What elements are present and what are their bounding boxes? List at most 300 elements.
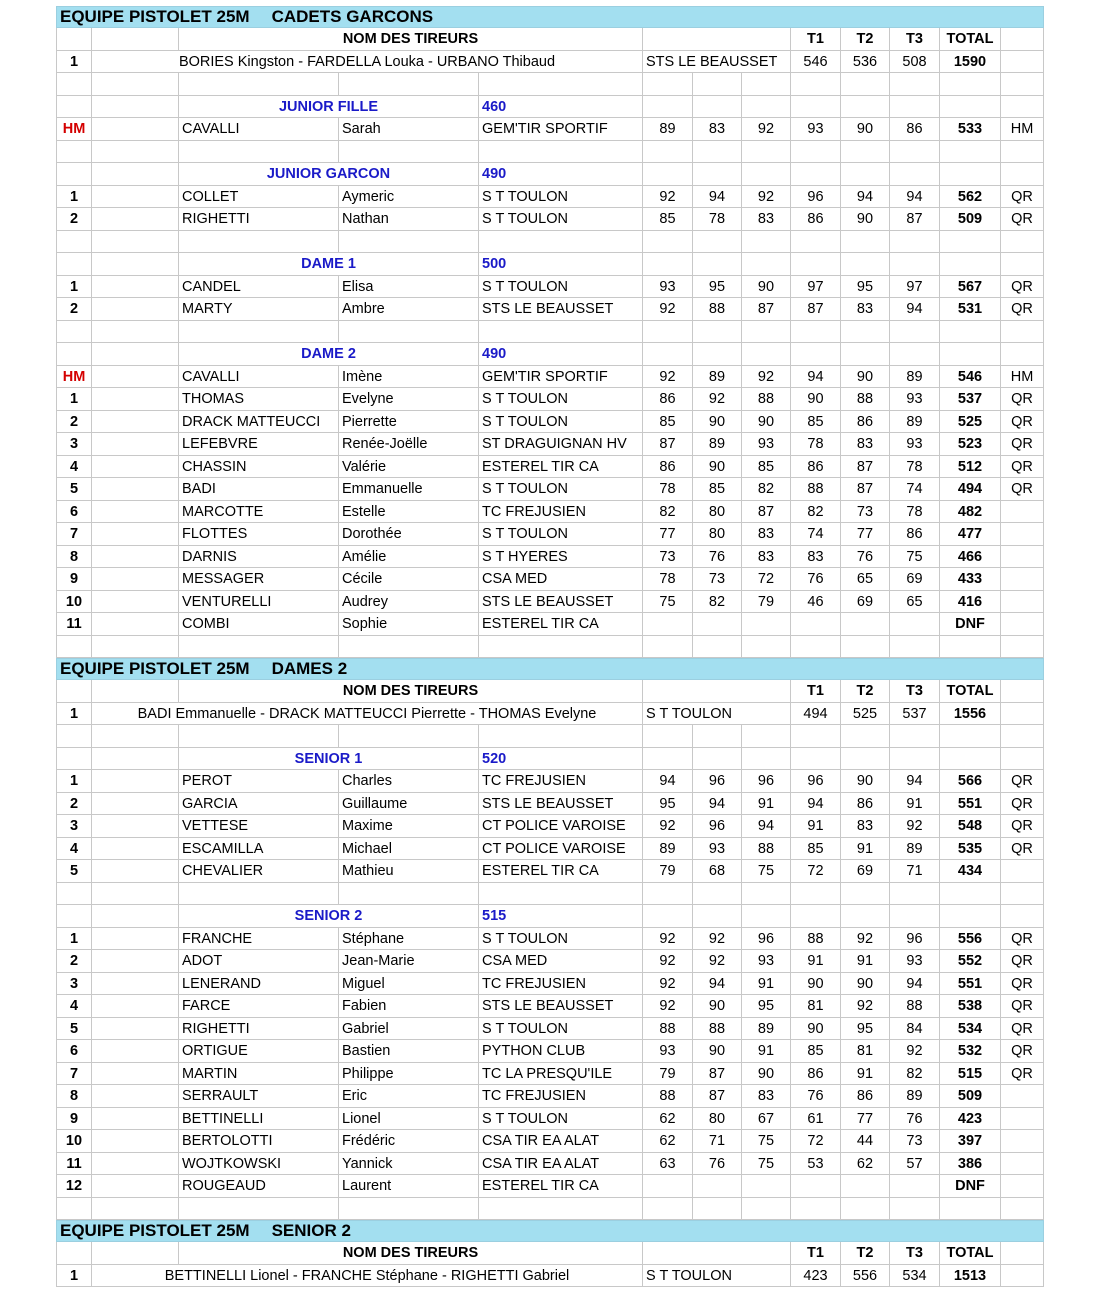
category-header-row — [56, 748, 1044, 771]
cell — [91, 141, 178, 163]
cell — [56, 163, 91, 185]
athlete-club: S T TOULON — [478, 276, 642, 298]
series-score-5: 91 — [840, 838, 889, 860]
series-score-5: 69 — [840, 860, 889, 882]
athlete-status — [1000, 1153, 1044, 1175]
category-header-row — [56, 253, 1044, 276]
cell — [56, 1198, 91, 1220]
cell — [1000, 96, 1044, 118]
athlete-total: 386 — [939, 1153, 1000, 1175]
series-score-3: 83 — [741, 546, 790, 568]
athlete-row — [56, 478, 1044, 501]
cell — [91, 815, 178, 837]
series-score-5: 83 — [840, 298, 889, 320]
cell — [939, 231, 1000, 253]
athlete-first-name: Maxime — [338, 815, 478, 837]
cell — [692, 141, 741, 163]
athlete-total: 538 — [939, 995, 1000, 1017]
cell — [741, 163, 790, 185]
series-score-2: 94 — [692, 973, 741, 995]
athlete-first-name: Stéphane — [338, 928, 478, 950]
t2-header: T2 — [840, 1242, 889, 1264]
athlete-first-name: Bastien — [338, 1040, 478, 1062]
athlete-last-name: MESSAGER — [178, 568, 338, 590]
series-score-4: 86 — [790, 1063, 840, 1085]
athlete-first-name: Audrey — [338, 591, 478, 613]
cell — [840, 96, 889, 118]
series-score-4: 96 — [790, 770, 840, 792]
athlete-last-name: CAVALLI — [178, 118, 338, 140]
team-t3: 508 — [889, 51, 939, 73]
cell — [889, 96, 939, 118]
series-score-3 — [741, 613, 790, 635]
cell — [1000, 680, 1044, 702]
series-score-3: 82 — [741, 478, 790, 500]
athlete-row — [56, 1175, 1044, 1198]
athlete-total: 477 — [939, 523, 1000, 545]
athlete-row — [56, 501, 1044, 524]
cell — [91, 208, 178, 230]
series-score-2: 80 — [692, 523, 741, 545]
cell — [91, 883, 178, 905]
series-score-5: 92 — [840, 928, 889, 950]
athlete-club: S T TOULON — [478, 388, 642, 410]
series-score-1: 93 — [642, 276, 692, 298]
cell — [642, 28, 790, 50]
series-score-3: 88 — [741, 838, 790, 860]
athlete-status: QR — [1000, 973, 1044, 995]
athlete-first-name: Cécile — [338, 568, 478, 590]
cell — [790, 141, 840, 163]
series-score-2: 93 — [692, 838, 741, 860]
cell — [1000, 343, 1044, 365]
athlete-rank: 10 — [56, 591, 91, 613]
athlete-total: 512 — [939, 456, 1000, 478]
cell — [889, 905, 939, 927]
cell — [91, 905, 178, 927]
athlete-row — [56, 568, 1044, 591]
athlete-total: 551 — [939, 793, 1000, 815]
athlete-club: STS LE BEAUSSET — [478, 793, 642, 815]
athlete-first-name: Charles — [338, 770, 478, 792]
series-score-5: 90 — [840, 118, 889, 140]
athlete-first-name: Renée-Joëlle — [338, 433, 478, 455]
athlete-club: TC LA PRESQU'ILE — [478, 1063, 642, 1085]
athlete-club: ESTEREL TIR CA — [478, 613, 642, 635]
cell — [91, 1175, 178, 1197]
series-score-2: 90 — [692, 411, 741, 433]
athlete-first-name: Michael — [338, 838, 478, 860]
series-score-6: 94 — [889, 186, 939, 208]
cell — [178, 636, 338, 658]
series-score-1: 79 — [642, 1063, 692, 1085]
series-score-5: 92 — [840, 995, 889, 1017]
athlete-rank: 2 — [56, 950, 91, 972]
spacer-row — [56, 73, 1044, 96]
athlete-status: QR — [1000, 950, 1044, 972]
category-name: SENIOR 2 — [178, 905, 478, 927]
athlete-rank: 1 — [56, 388, 91, 410]
athlete-first-name: Jean-Marie — [338, 950, 478, 972]
cell — [91, 321, 178, 343]
cell — [338, 321, 478, 343]
athlete-last-name: BADI — [178, 478, 338, 500]
series-score-4: 86 — [790, 456, 840, 478]
series-score-1: 92 — [642, 950, 692, 972]
athlete-row — [56, 1040, 1044, 1063]
athlete-rank: 1 — [56, 928, 91, 950]
athlete-club: S T TOULON — [478, 1018, 642, 1040]
athlete-first-name: Nathan — [338, 208, 478, 230]
athlete-rank: 2 — [56, 298, 91, 320]
athlete-rank: HM — [56, 366, 91, 388]
cell — [1000, 141, 1044, 163]
athlete-last-name: LENERAND — [178, 973, 338, 995]
category-name: DAME 2 — [178, 343, 478, 365]
section-title: EQUIPE PISTOLET 25M — [60, 7, 250, 26]
cell — [642, 636, 692, 658]
athlete-club: ESTEREL TIR CA — [478, 456, 642, 478]
cell — [1000, 73, 1044, 95]
series-score-5: 86 — [840, 793, 889, 815]
series-score-3: 87 — [741, 298, 790, 320]
athlete-total: 537 — [939, 388, 1000, 410]
athlete-club: GEM'TIR SPORTIF — [478, 118, 642, 140]
cell — [642, 725, 692, 747]
series-score-6: 89 — [889, 1085, 939, 1107]
series-score-1: 89 — [642, 838, 692, 860]
cell — [91, 793, 178, 815]
qualification-score: 490 — [478, 163, 642, 185]
athlete-status: QR — [1000, 208, 1044, 230]
cell — [741, 321, 790, 343]
athlete-rank: 1 — [56, 186, 91, 208]
cell — [741, 73, 790, 95]
cell — [642, 343, 692, 365]
section-title: EQUIPE PISTOLET 25M — [60, 659, 250, 678]
series-score-6: 89 — [889, 411, 939, 433]
series-score-1: 88 — [642, 1018, 692, 1040]
cell — [338, 636, 478, 658]
cell — [91, 118, 178, 140]
athlete-first-name: Amélie — [338, 546, 478, 568]
series-score-3: 94 — [741, 815, 790, 837]
cell — [1000, 636, 1044, 658]
athlete-rank: 8 — [56, 1085, 91, 1107]
cell — [692, 321, 741, 343]
cell — [889, 725, 939, 747]
series-score-6: 97 — [889, 276, 939, 298]
series-score-5: 77 — [840, 523, 889, 545]
cell — [178, 725, 338, 747]
athlete-row — [56, 995, 1044, 1018]
series-score-6: 71 — [889, 860, 939, 882]
cell — [91, 546, 178, 568]
athlete-last-name: FARCE — [178, 995, 338, 1017]
cell — [178, 231, 338, 253]
cell — [939, 748, 1000, 770]
athlete-club: CSA MED — [478, 568, 642, 590]
athlete-row — [56, 186, 1044, 209]
team-total: 1556 — [939, 703, 1000, 725]
series-score-4: 46 — [790, 591, 840, 613]
cell — [692, 636, 741, 658]
cell — [790, 883, 840, 905]
athlete-last-name: FLOTTES — [178, 523, 338, 545]
cell — [840, 883, 889, 905]
cell — [741, 725, 790, 747]
series-score-1: 89 — [642, 118, 692, 140]
cell — [91, 343, 178, 365]
series-score-1: 82 — [642, 501, 692, 523]
series-score-6: 86 — [889, 118, 939, 140]
athlete-club: ST DRAGUIGNAN HV — [478, 433, 642, 455]
names-header: NOM DES TIREURS — [178, 28, 642, 50]
athlete-last-name: COMBI — [178, 613, 338, 635]
series-score-3: 90 — [741, 276, 790, 298]
athlete-rank: 1 — [56, 276, 91, 298]
cell — [840, 163, 889, 185]
series-score-1: 78 — [642, 478, 692, 500]
cell — [741, 905, 790, 927]
cell — [91, 253, 178, 275]
cell — [91, 591, 178, 613]
cell — [91, 366, 178, 388]
cell — [939, 883, 1000, 905]
athlete-row — [56, 1108, 1044, 1131]
athlete-rank: 9 — [56, 568, 91, 590]
cell — [1000, 883, 1044, 905]
cell — [692, 905, 741, 927]
cell — [642, 253, 692, 275]
athlete-club: S T TOULON — [478, 208, 642, 230]
series-score-1: 79 — [642, 860, 692, 882]
athlete-rank: 6 — [56, 501, 91, 523]
athlete-last-name: ADOT — [178, 950, 338, 972]
cell — [91, 1153, 178, 1175]
cell — [91, 973, 178, 995]
cell — [939, 73, 1000, 95]
cell — [692, 73, 741, 95]
athlete-row — [56, 366, 1044, 389]
athlete-club: CT POLICE VAROISE — [478, 815, 642, 837]
athlete-status: QR — [1000, 815, 1044, 837]
cell — [91, 276, 178, 298]
cell — [889, 636, 939, 658]
series-score-6: 65 — [889, 591, 939, 613]
cell — [1000, 253, 1044, 275]
cell — [692, 883, 741, 905]
team-header-row — [56, 28, 1044, 51]
series-score-2: 87 — [692, 1063, 741, 1085]
series-score-5: 83 — [840, 433, 889, 455]
cell — [178, 321, 338, 343]
athlete-status: QR — [1000, 928, 1044, 950]
athlete-total: 523 — [939, 433, 1000, 455]
series-score-5: 90 — [840, 366, 889, 388]
cell — [1000, 51, 1044, 73]
athlete-total: 533 — [939, 118, 1000, 140]
athlete-first-name: Aymeric — [338, 186, 478, 208]
series-score-6: 82 — [889, 1063, 939, 1085]
series-score-3: 92 — [741, 366, 790, 388]
series-score-6 — [889, 613, 939, 635]
cell — [91, 636, 178, 658]
athlete-rank: 11 — [56, 1153, 91, 1175]
cell — [91, 860, 178, 882]
cell — [91, 748, 178, 770]
athlete-last-name: DARNIS — [178, 546, 338, 568]
qualification-score: 500 — [478, 253, 642, 275]
series-score-4 — [790, 613, 840, 635]
cell — [91, 231, 178, 253]
t1-header: T1 — [790, 28, 840, 50]
category-name: JUNIOR GARCON — [178, 163, 478, 185]
series-score-2: 95 — [692, 276, 741, 298]
series-score-4: 74 — [790, 523, 840, 545]
series-score-1: 88 — [642, 1085, 692, 1107]
cell — [889, 231, 939, 253]
athlete-first-name: Ambre — [338, 298, 478, 320]
cell — [692, 343, 741, 365]
series-score-5 — [840, 613, 889, 635]
cell — [91, 1040, 178, 1062]
athlete-first-name: Frédéric — [338, 1130, 478, 1152]
series-score-3: 83 — [741, 208, 790, 230]
series-score-1: 92 — [642, 995, 692, 1017]
cell — [478, 321, 642, 343]
athlete-last-name: DRACK MATTEUCCI — [178, 411, 338, 433]
cell — [1000, 321, 1044, 343]
athlete-first-name: Laurent — [338, 1175, 478, 1197]
athlete-row — [56, 276, 1044, 299]
team-t1: 494 — [790, 703, 840, 725]
athlete-first-name: Pierrette — [338, 411, 478, 433]
series-score-1: 77 — [642, 523, 692, 545]
cell — [91, 186, 178, 208]
athlete-row — [56, 456, 1044, 479]
athlete-club: S T TOULON — [478, 186, 642, 208]
team-club: S T TOULON — [642, 703, 790, 725]
cell — [178, 73, 338, 95]
athlete-club: S T TOULON — [478, 411, 642, 433]
athlete-status: QR — [1000, 276, 1044, 298]
athlete-club: CSA TIR EA ALAT — [478, 1153, 642, 1175]
athlete-club: S T TOULON — [478, 478, 642, 500]
cell — [56, 905, 91, 927]
cell — [91, 1018, 178, 1040]
athlete-total: 532 — [939, 1040, 1000, 1062]
athlete-first-name: Sophie — [338, 613, 478, 635]
cell — [692, 748, 741, 770]
athlete-row — [56, 928, 1044, 951]
cell — [790, 748, 840, 770]
athlete-row — [56, 950, 1044, 973]
series-score-4: 76 — [790, 1085, 840, 1107]
cell — [91, 28, 178, 50]
section-banner — [56, 658, 1044, 680]
cell — [91, 433, 178, 455]
athlete-rank: 11 — [56, 613, 91, 635]
athlete-rank: 3 — [56, 433, 91, 455]
t2-header: T2 — [840, 28, 889, 50]
cell — [840, 141, 889, 163]
cell — [91, 501, 178, 523]
series-score-1: 86 — [642, 388, 692, 410]
series-score-4: 83 — [790, 546, 840, 568]
spacer-row — [56, 1198, 1044, 1221]
series-score-3: 96 — [741, 770, 790, 792]
series-score-2: 68 — [692, 860, 741, 882]
team-result-row — [56, 51, 1044, 74]
series-score-1: 86 — [642, 456, 692, 478]
athlete-row — [56, 118, 1044, 141]
cell — [840, 748, 889, 770]
cell — [692, 1198, 741, 1220]
qualification-score: 520 — [478, 748, 642, 770]
series-score-1: 92 — [642, 815, 692, 837]
series-score-5: 90 — [840, 973, 889, 995]
athlete-status — [1000, 1108, 1044, 1130]
cell — [178, 883, 338, 905]
series-score-4: 85 — [790, 411, 840, 433]
athlete-last-name: ESCAMILLA — [178, 838, 338, 860]
series-score-3: 75 — [741, 860, 790, 882]
series-score-5: 62 — [840, 1153, 889, 1175]
t3-header: T3 — [889, 680, 939, 702]
series-score-3: 90 — [741, 411, 790, 433]
series-score-4: 94 — [790, 366, 840, 388]
cell — [1000, 905, 1044, 927]
athlete-club: TC FREJUSIEN — [478, 1085, 642, 1107]
series-score-5: 83 — [840, 815, 889, 837]
series-score-1: 92 — [642, 186, 692, 208]
cell — [478, 231, 642, 253]
series-score-4: 91 — [790, 815, 840, 837]
cell — [939, 725, 1000, 747]
series-score-6: 93 — [889, 950, 939, 972]
athlete-total: 531 — [939, 298, 1000, 320]
cell — [741, 96, 790, 118]
athlete-total: 556 — [939, 928, 1000, 950]
athlete-status: QR — [1000, 411, 1044, 433]
cell — [56, 141, 91, 163]
athlete-club: PYTHON CLUB — [478, 1040, 642, 1062]
spacer-row — [56, 883, 1044, 906]
cell — [692, 231, 741, 253]
team-names: BADI Emmanuelle - DRACK MATTEUCCI Pierrette - THOMAS Evelyne — [91, 703, 642, 725]
series-score-6: 57 — [889, 1153, 939, 1175]
qualification-score: 515 — [478, 905, 642, 927]
cell — [889, 883, 939, 905]
cell — [889, 1198, 939, 1220]
athlete-rank: 7 — [56, 523, 91, 545]
cell — [642, 1198, 692, 1220]
athlete-total: 548 — [939, 815, 1000, 837]
athlete-last-name: MARCOTTE — [178, 501, 338, 523]
athlete-row — [56, 208, 1044, 231]
cell — [790, 1198, 840, 1220]
series-score-5: 91 — [840, 1063, 889, 1085]
athlete-row — [56, 770, 1044, 793]
series-score-6: 91 — [889, 793, 939, 815]
athlete-last-name: MARTY — [178, 298, 338, 320]
section-subtitle: CADETS GARCONS — [271, 7, 434, 26]
athlete-last-name: WOJTKOWSKI — [178, 1153, 338, 1175]
series-score-6: 92 — [889, 1040, 939, 1062]
athlete-rank: 2 — [56, 411, 91, 433]
cell — [741, 253, 790, 275]
